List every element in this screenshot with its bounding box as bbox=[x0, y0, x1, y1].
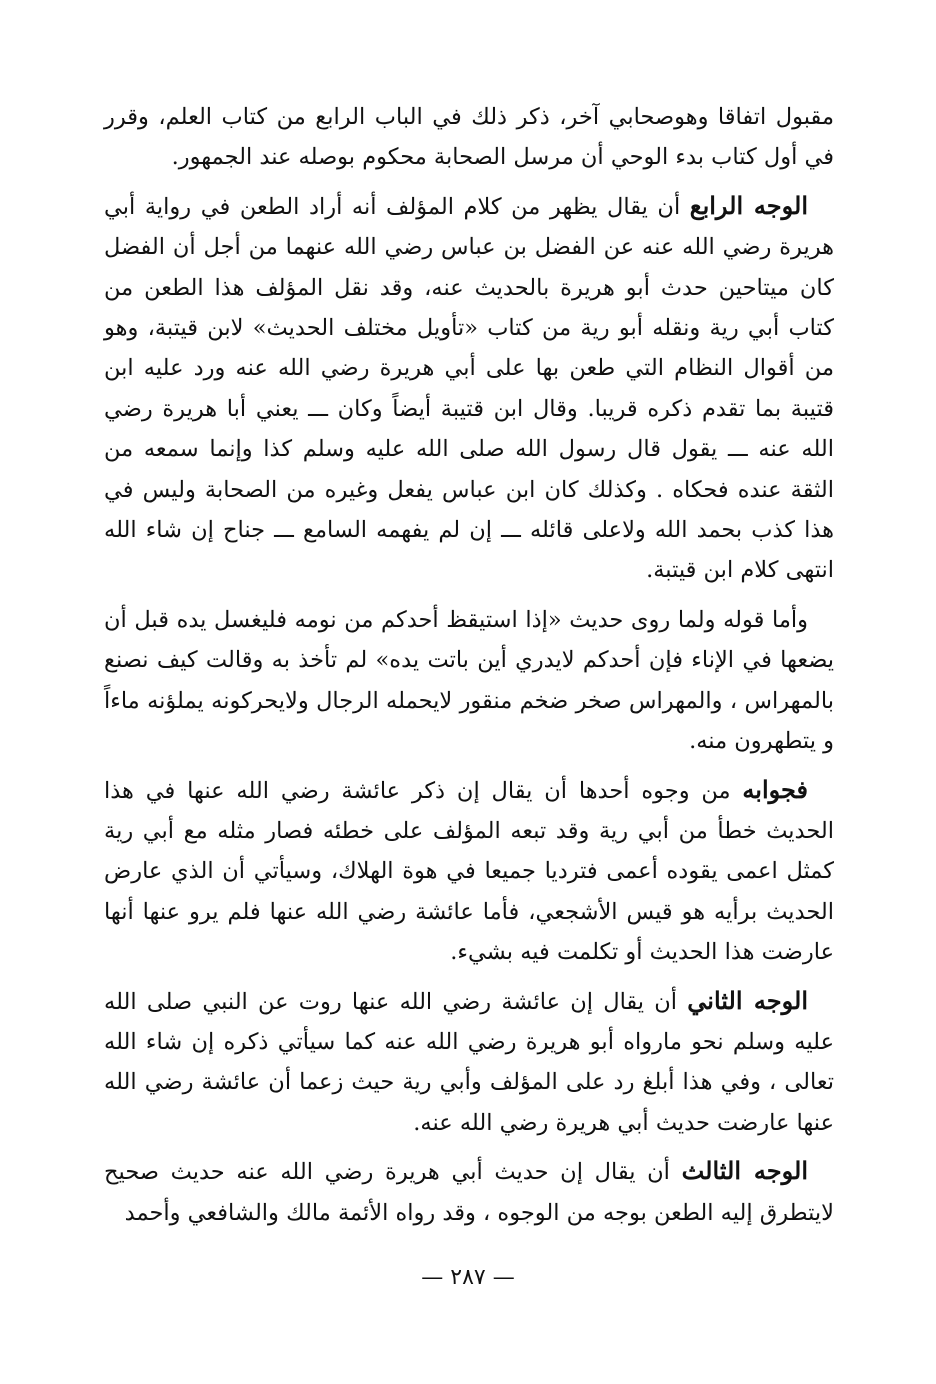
paragraph-second-aspect bbox=[104, 981, 834, 1144]
paragraph-second-aspect-text: أن يقال إن عائشة رضي الله عنها روت عن النبي صلى الله عليه وسلم نحو مارواه أبو هريرة رضي الله عنه كما سيأتي ذكره إن شاء الله تعالى ، وفي هذا أبلغ رد على المؤلف وأبي رية حيث زعما أن عائشة رضي الله عنها عارضت حديث أبي هريرة رضي الله عنه. bbox=[104, 988, 834, 1136]
paragraph-third-aspect-lead: الوجه الثالث bbox=[681, 1156, 808, 1186]
paragraph-hadith-quote-text: وأما قوله ولما روى حديث «إذا استيقظ أحدكم من نومه فليغسل يده قبل أن يضعها في الإناء فإن أحدكم لايدري أين باتت يده» لم تأخذ به وقالت كيف نصنع بالمهراس ، والمهراس صخر ضخم منقور لايحمله الرجال ولايحركونه يملؤنه ماءاً و يتطهرون منه. bbox=[104, 606, 834, 755]
paragraph-answer-text: من وجوه أحدها أن يقال إن ذكر عائشة رضي الله عنها في هذا الحديث خطأ من أبي رية وقد تبعه المؤلف على خطئه فصار مثله مع أبي رية كمثل اعمى يقوده أعمى فترديا جميعا في هوة الهلاك، وسيأتي أن الذي عارض الحديث برأيه هو قيس الأشجعي، فأما عائشة رضي الله عنها فلم يرو عنها أنها عارضت هذا الحديث أو تكلمت فيه بشيء. bbox=[104, 777, 834, 966]
paragraph-1 bbox=[104, 96, 834, 178]
paragraph-fourth-aspect-text: أن يقال يظهر من كلام المؤلف أنه أراد الطعن في رواية أبي هريرة رضي الله عنه عن الفضل بن عباس رضي الله عنهما من أجل أن الفضل كان ميتاحين حدث أبو هريرة بالحديث عنه، وقد نقل المؤلف هذا الطعن من كتاب أبي رية ونقله أبو رية من كتاب «تأويل مختلف الحديث» لابن قيتبة، وهو من أقوال النظام التي طعن بها على أبي هريرة رضي الله عنه ورد عليه ابن قتيبة بما تقدم ذكره قريبا. وقال ابن قتيبة أيضاً وكان ـــ يعني أبا هريرة رضي الله عنه ـــ يقول قال رسول الله صلى الله عليه وسلم كذا وإنما سمعه من الثقة عنده فحكاه . وكذلك كان ابن عباس يفعل وغيره من الصحابة وليس في هذا كذب بحمد الله ولاعلى قائله ـــ إن لم يفهمه السامع ـــ جناح إن شاء الله انتهى كلام ابن قيتبة. bbox=[104, 193, 835, 584]
page-body-text bbox=[104, 96, 834, 1241]
paragraph-third-aspect bbox=[104, 1151, 834, 1233]
paragraph-second-aspect-lead: الوجه الثاني bbox=[687, 985, 809, 1015]
paragraph-third-aspect-text: أن يقال إن حديث أبي هريرة رضي الله عنه حديث صحيح لايتطرق إليه الطعن بوجه من الوجوه ، وقد رواه الأئمة مالك والشافعي وأحمد bbox=[104, 1159, 834, 1226]
paragraph-fourth-aspect bbox=[104, 186, 834, 591]
page-number: — ٢٨٧ — bbox=[421, 1265, 515, 1290]
paragraph-answer bbox=[104, 770, 834, 973]
paragraph-answer-lead: فجوابه bbox=[742, 774, 808, 804]
paragraph-hadith-quote bbox=[104, 599, 834, 762]
paragraph-1-text: مقبول اتفاقا وهوصحابي آخر، ذكر ذلك في الباب الرابع من كتاب العلم، وقرر في أول كتاب بدء الوحي أن مرسل الصحابة محكوم بوصله عند الجمهور. bbox=[104, 104, 834, 171]
paragraph-fourth-aspect-lead: الوجه الرابع bbox=[689, 190, 809, 220]
